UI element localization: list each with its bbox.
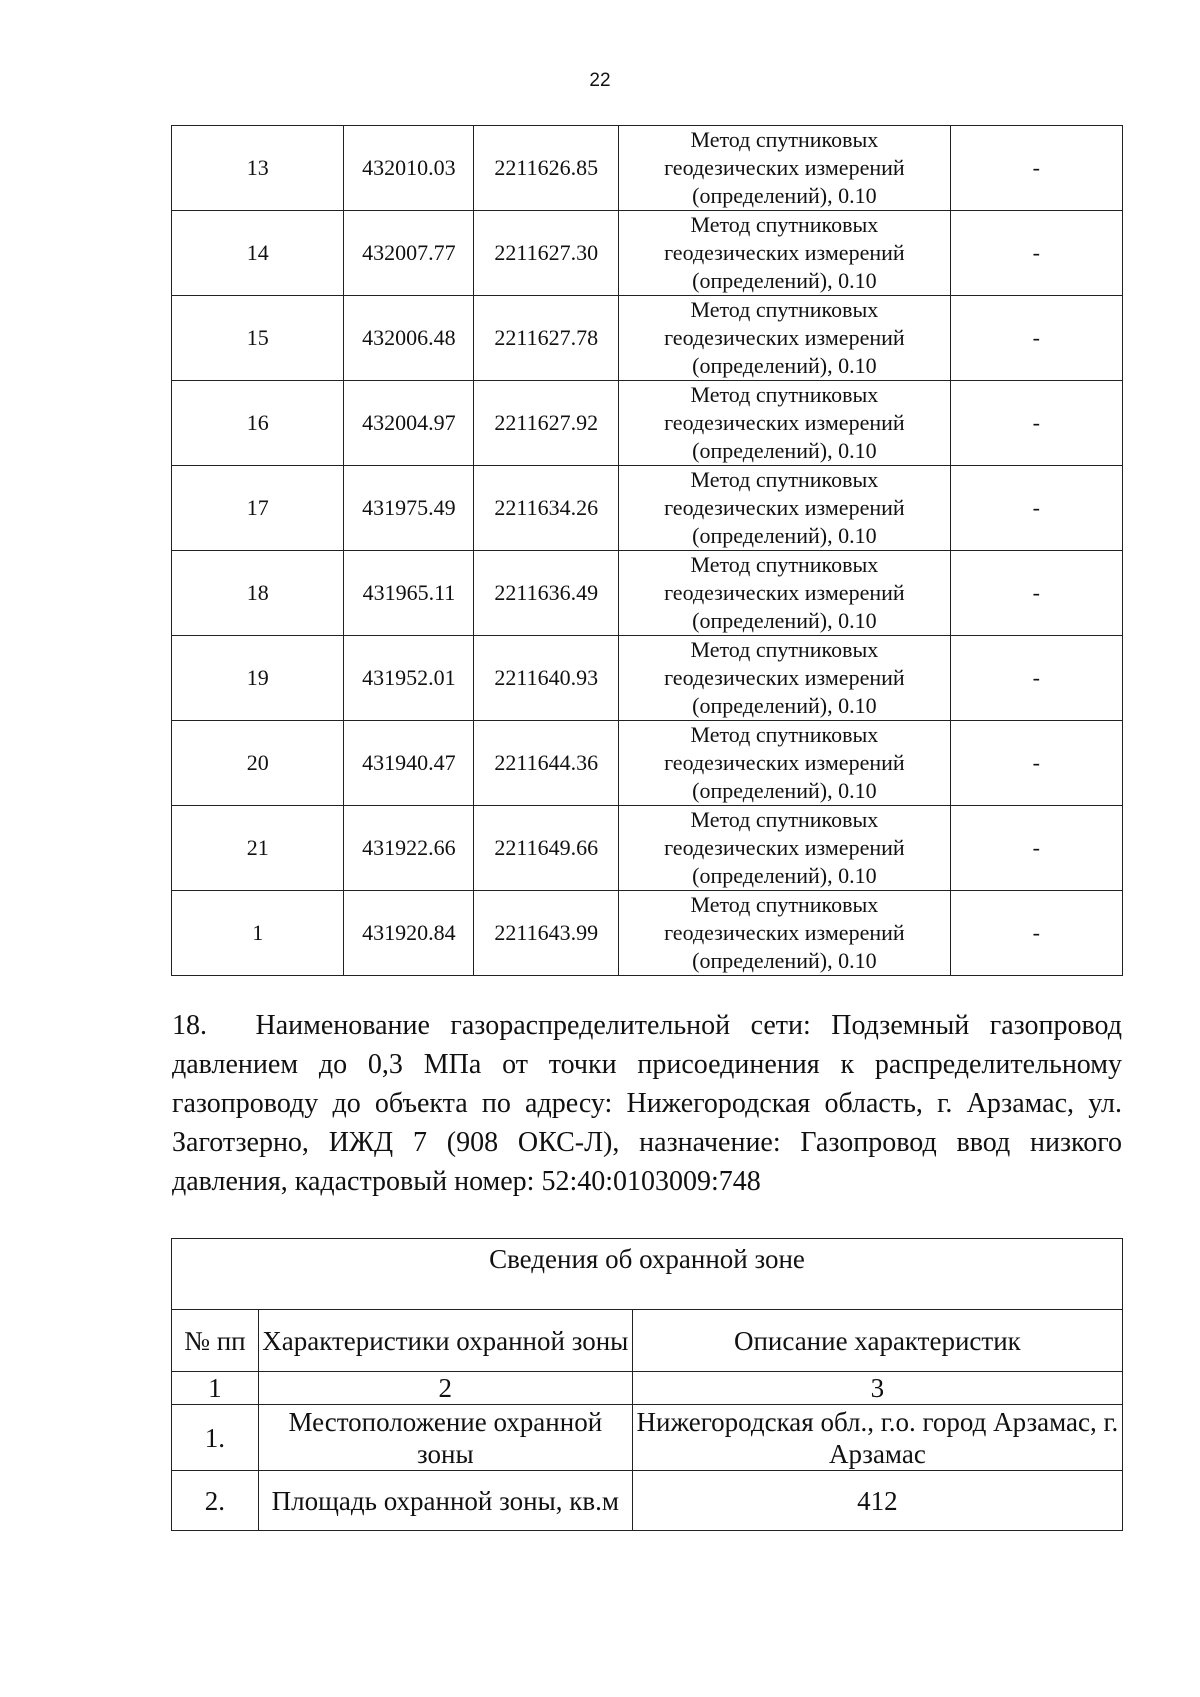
method-line: Метод спутниковых bbox=[690, 552, 879, 577]
method-line: геодезических измерений bbox=[664, 410, 905, 435]
row-characteristic: Местоположение охранной зоны bbox=[258, 1405, 632, 1471]
coord-y: 2211640.93 bbox=[474, 636, 619, 721]
dash-cell: - bbox=[950, 211, 1122, 296]
coord-x: 432007.77 bbox=[344, 211, 474, 296]
method-cell bbox=[619, 126, 950, 211]
coord-y: 2211643.99 bbox=[474, 891, 619, 976]
header-number: № пп bbox=[172, 1310, 259, 1372]
point-number: 14 bbox=[172, 211, 344, 296]
protection-zone-table bbox=[171, 1238, 1123, 1531]
table-row bbox=[172, 551, 1123, 636]
method-line: (определений), 0.10 bbox=[692, 438, 877, 463]
method-line: геодезических измерений bbox=[664, 325, 905, 350]
table-row bbox=[172, 891, 1123, 976]
method-line: (определений), 0.10 bbox=[692, 183, 877, 208]
method-line: геодезических измерений bbox=[664, 240, 905, 265]
coord-x: 431965.11 bbox=[344, 551, 474, 636]
coord-x: 432006.48 bbox=[344, 296, 474, 381]
method-line: (определений), 0.10 bbox=[692, 948, 877, 973]
coord-y: 2211644.36 bbox=[474, 721, 619, 806]
table-row bbox=[172, 296, 1123, 381]
zone-table-title: Сведения об охранной зоне bbox=[172, 1239, 1123, 1310]
method-line: геодезических измерений bbox=[664, 835, 905, 860]
coord-y: 2211627.92 bbox=[474, 381, 619, 466]
point-number: 16 bbox=[172, 381, 344, 466]
coord-x: 431920.84 bbox=[344, 891, 474, 976]
method-line: геодезических измерений bbox=[664, 155, 905, 180]
table-row bbox=[172, 636, 1123, 721]
method-line: (определений), 0.10 bbox=[692, 523, 877, 548]
table-row bbox=[172, 466, 1123, 551]
method-line: Метод спутниковых bbox=[690, 892, 879, 917]
table-row bbox=[172, 721, 1123, 806]
point-number: 17 bbox=[172, 466, 344, 551]
method-line: геодезических измерений bbox=[664, 750, 905, 775]
dash-cell: - bbox=[950, 551, 1122, 636]
table-row bbox=[172, 211, 1123, 296]
method-line: геодезических измерений bbox=[664, 495, 905, 520]
coord-y: 2211649.66 bbox=[474, 806, 619, 891]
coord-y: 2211626.85 bbox=[474, 126, 619, 211]
numbering-cell: 1 bbox=[172, 1372, 259, 1405]
method-line: Метод спутниковых bbox=[690, 467, 879, 492]
coord-x: 431922.66 bbox=[344, 806, 474, 891]
method-cell bbox=[619, 891, 950, 976]
header-characteristic: Характеристики охранной зоны bbox=[258, 1310, 632, 1372]
method-cell bbox=[619, 721, 950, 806]
point-number: 15 bbox=[172, 296, 344, 381]
method-cell bbox=[619, 211, 950, 296]
method-line: (определений), 0.10 bbox=[692, 353, 877, 378]
coord-y: 2211627.30 bbox=[474, 211, 619, 296]
coord-y: 2211627.78 bbox=[474, 296, 619, 381]
coordinates-table bbox=[171, 125, 1123, 976]
method-cell bbox=[619, 806, 950, 891]
method-line: Метод спутниковых bbox=[690, 127, 879, 152]
table-row bbox=[172, 126, 1123, 211]
method-line: геодезических измерений bbox=[664, 665, 905, 690]
dash-cell: - bbox=[950, 381, 1122, 466]
method-line: Метод спутниковых bbox=[690, 212, 879, 237]
table-row bbox=[172, 1405, 1123, 1471]
coord-y: 2211636.49 bbox=[474, 551, 619, 636]
point-number: 18 bbox=[172, 551, 344, 636]
table-row bbox=[172, 806, 1123, 891]
table-row bbox=[172, 381, 1123, 466]
method-line: Метод спутниковых bbox=[690, 297, 879, 322]
row-description: Нижегородская обл., г.о. город Арзамас, г. Арзамас bbox=[632, 1405, 1122, 1471]
coord-x: 432010.03 bbox=[344, 126, 474, 211]
numbering-cell: 2 bbox=[258, 1372, 632, 1405]
method-line: (определений), 0.10 bbox=[692, 863, 877, 888]
dash-cell: - bbox=[950, 296, 1122, 381]
row-characteristic: Площадь охранной зоны, кв.м bbox=[258, 1471, 632, 1531]
dash-cell: - bbox=[950, 891, 1122, 976]
method-cell bbox=[619, 551, 950, 636]
method-cell bbox=[619, 296, 950, 381]
point-number: 1 bbox=[172, 891, 344, 976]
dash-cell: - bbox=[950, 466, 1122, 551]
dash-cell: - bbox=[950, 806, 1122, 891]
coord-x: 431940.47 bbox=[344, 721, 474, 806]
dash-cell: - bbox=[950, 126, 1122, 211]
point-number: 13 bbox=[172, 126, 344, 211]
point-number: 21 bbox=[172, 806, 344, 891]
network-description-paragraph: 18. Наименование газораспределительной сети: Подземный газопровод давлением до 0,3 МПа от точки присоединения к распределительному газопроводу до объекта по адресу: Нижегородская область, г. Арзамас, ул. Заготзерно, ИЖД 7 (908 ОКС-Л), назначение: Газопровод ввод низкого давления, кадастровый номер: 52:40:0103009:748 bbox=[172, 1010, 1122, 1197]
method-line: Метод спутниковых bbox=[690, 382, 879, 407]
point-number: 19 bbox=[172, 636, 344, 721]
method-cell bbox=[619, 381, 950, 466]
method-line: (определений), 0.10 bbox=[692, 608, 877, 633]
method-line: (определений), 0.10 bbox=[692, 268, 877, 293]
row-number: 1. bbox=[172, 1405, 259, 1471]
coord-x: 431952.01 bbox=[344, 636, 474, 721]
coord-x: 432004.97 bbox=[344, 381, 474, 466]
method-line: Метод спутниковых bbox=[690, 637, 879, 662]
dash-cell: - bbox=[950, 721, 1122, 806]
method-line: (определений), 0.10 bbox=[692, 778, 877, 803]
coord-x: 431975.49 bbox=[344, 466, 474, 551]
method-line: (определений), 0.10 bbox=[692, 693, 877, 718]
method-cell bbox=[619, 466, 950, 551]
method-line: геодезических измерений bbox=[664, 580, 905, 605]
dash-cell: - bbox=[950, 636, 1122, 721]
page-number: 22 bbox=[589, 70, 611, 91]
row-number: 2. bbox=[172, 1471, 259, 1531]
coord-y: 2211634.26 bbox=[474, 466, 619, 551]
row-description: 412 bbox=[632, 1471, 1122, 1531]
method-cell bbox=[619, 636, 950, 721]
method-line: Метод спутниковых bbox=[690, 722, 879, 747]
point-number: 20 bbox=[172, 721, 344, 806]
method-line: Метод спутниковых bbox=[690, 807, 879, 832]
method-line: геодезических измерений bbox=[664, 920, 905, 945]
header-description: Описание характеристик bbox=[632, 1310, 1122, 1372]
numbering-cell: 3 bbox=[632, 1372, 1122, 1405]
table-row bbox=[172, 1471, 1123, 1531]
